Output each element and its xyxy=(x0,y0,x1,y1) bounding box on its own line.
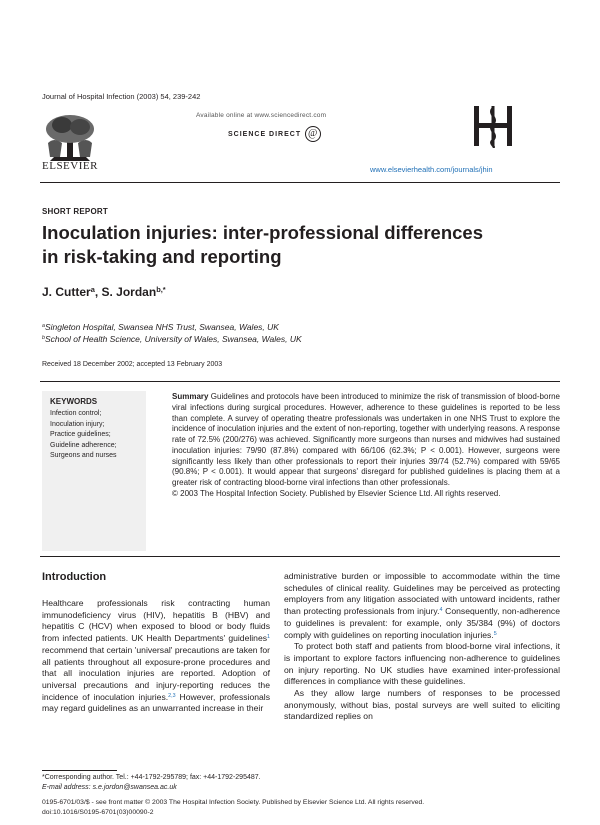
title-line-1: Inoculation injuries: inter-professional differences xyxy=(42,222,483,243)
affiliation-b-text: School of Health Science, University of Wales, Swansea, Wales, UK xyxy=(44,334,302,344)
received-dates: Received 18 December 2002; accepted 13 February 2003 xyxy=(42,361,223,368)
intro-paragraph-1 xyxy=(42,598,270,715)
keyword-item: Inoculation injury; xyxy=(50,420,105,428)
footer-doi: doi:10.1016/S0195-6701(03)00090-2 xyxy=(42,808,154,816)
text-run: However, professionals may regard guidelines as an unwarranted increase in their xyxy=(42,691,270,714)
title-line-2: in risk-taking and reporting xyxy=(42,246,282,267)
page-footer xyxy=(42,798,562,817)
keywords-heading: KEYWORDS xyxy=(50,397,98,406)
footer-issn: 0195-6701/03/$ - see front matter © 2003 The Hospital Infection Society. Published by Elsevier Science Ltd. All rights reserved. xyxy=(42,799,425,806)
article-title xyxy=(42,221,552,269)
journal-reference: Journal of Hospital Infection (2003) 54, 239-242 xyxy=(42,92,201,101)
intro-paragraph-2: To protect both staff and patients from blood-borne viral infections, it is important to explore factors influencing non-adherence to guidelines on injury reporting. No UK studies have examined inter-professional differences in compliance with these guidelines. xyxy=(284,641,560,687)
citation-link-2-3[interactable]: 2,3 xyxy=(168,692,176,699)
sciencedirect-logo xyxy=(228,126,322,142)
text-run: Consequently, non-adherence to guidelines is prevalent: for example, only 35/384 (9%) of doctors comply with guidelines on reporting inoculation injuries. xyxy=(284,606,560,640)
abstract-top-divider xyxy=(40,381,560,382)
sciencedirect-text: SCIENCE DIRECT xyxy=(228,130,302,138)
text-run: recommend that certain 'universal' precautions are taken for all patients throughout all exposure-prone procedures and that all inoculation injuries are reported. Adoption of universal precautions and injury-reporting reduces the incidence of inoculation injuries. xyxy=(42,644,270,702)
footnote-divider xyxy=(42,770,117,771)
corresponding-author: *Corresponding author. Tel.: +44-1792-295789; fax: +44-1792-295487. xyxy=(42,774,261,781)
right-column xyxy=(284,571,560,723)
author-jordan: S. Jordan xyxy=(101,285,157,299)
keyword-item: Guideline adherence; xyxy=(50,441,117,449)
keyword-item: Practice guidelines; xyxy=(50,431,111,438)
author-cutter-affil: a xyxy=(90,284,95,294)
intro-paragraph-1-cont xyxy=(284,571,560,641)
abstract-bottom-divider xyxy=(40,556,560,557)
author-cutter: J. Cutter xyxy=(42,285,91,299)
summary-text: Guidelines and protocols have been introduced to minimize the risk of transmission of blood-borne viral infections during surgical procedures. However, adherence to these guidelines is reported to be less than complete. A survey of operating theatre professionals was undertaken in one NHS Trust to explore the incidence of inoculation injuries and the extent of non-reporting, together with underlying reasons. A response rate of 72.5% (200/276) was achieved. Significantly more surgeons than nurses and midwives had sustained inoculation injuries: 79/90 (87.8%) compared with 66/106 (62.3%; P < 0.001). However, surgeons were significantly less likely than other professionals to report their injuries 39/74 (52.7%) compared with 59/65 (90.8%; P < 0.001). It would appear that surgeons' disregard for published guidelines is placing them at a greater risk of contracting blood-borne viral infections than other professionals. xyxy=(172,392,560,487)
keywords-box xyxy=(42,391,146,551)
affiliation-a xyxy=(42,322,279,332)
at-sign-icon: @ xyxy=(305,126,321,142)
keyword-item: Surgeons and nurses xyxy=(50,452,117,459)
text-run: Healthcare professionals risk contracting human immunodeficiency virus (HIV), hepatitis B (HBV) and hepatitis C (HCV) when exposed to blood or body fluids from infected patients. UK Health Departments' guidelines xyxy=(42,598,270,644)
affiliation-a-text: Singleton Hospital, Swansea NHS Trust, Swansea, Wales, UK xyxy=(44,322,279,332)
abstract xyxy=(172,392,560,500)
affiliation-b-mark: b xyxy=(42,335,45,342)
intro-paragraph-3: As they allow large numbers of responses to be processed anonymously, without bias, postal surveys are well suited to eliciting standardized replies on xyxy=(284,688,560,722)
author-separator: , xyxy=(94,285,102,299)
publisher-name: ELSEVIER xyxy=(42,160,98,172)
availability-line: Available online at www.sciencedirect.com xyxy=(196,112,327,119)
his-emblem-logo xyxy=(470,104,516,148)
keyword-item: Infection control; xyxy=(50,410,102,417)
author-list xyxy=(42,285,166,299)
text-run: administrative burden or impossible to accommodate within the time schedules of clinical reality. Guidelines may be perceived as protecting employers from any litigation associated with untoward incidents, rather than protecting professionals from injury. xyxy=(284,571,560,617)
left-column xyxy=(42,598,270,715)
summary-label: Summary xyxy=(172,392,209,401)
affiliation-b xyxy=(42,334,302,344)
citation-link-5[interactable]: 5 xyxy=(493,630,497,637)
affiliation-a-mark: a xyxy=(42,323,45,330)
section-heading-introduction: Introduction xyxy=(42,571,107,583)
citation-link-1[interactable]: 1 xyxy=(267,634,270,641)
journal-url-link[interactable]: www.elsevierhealth.com/journals/jhin xyxy=(370,165,493,174)
citation-link-4[interactable]: 4 xyxy=(439,607,443,614)
author-jordan-affil: b,* xyxy=(156,284,166,294)
article-type: SHORT REPORT xyxy=(42,207,108,216)
summary-copyright: © 2003 The Hospital Infection Society. Published by Elsevier Science Ltd. All rights reserved. xyxy=(172,488,501,498)
author-email: E-mail address: s.e.jordon@swansea.ac.uk xyxy=(42,783,177,791)
corresponding-author-footnote xyxy=(42,773,270,792)
header-divider xyxy=(40,182,560,183)
